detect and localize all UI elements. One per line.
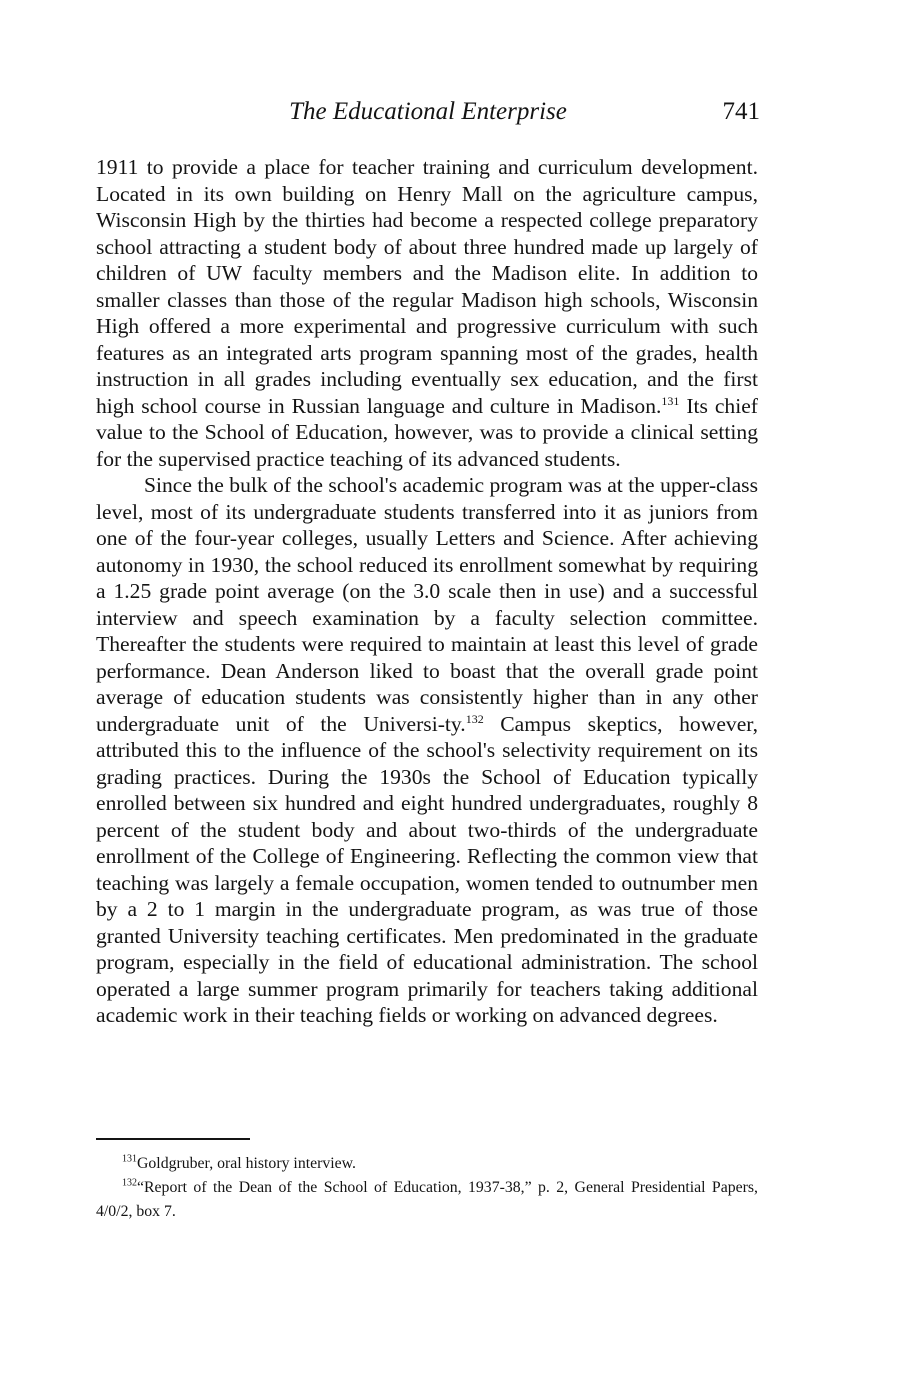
footnote-marker: 132 <box>122 1177 137 1189</box>
footnote-ref-131: 131 <box>661 393 680 408</box>
footnote-132 <box>96 1176 758 1224</box>
footnote-marker: 131 <box>122 1153 137 1165</box>
footnote-text: Goldgruber, oral history interview. <box>137 1155 357 1172</box>
body-text <box>96 154 758 1029</box>
paragraph-2-text: Since the bulk of the school's academic program was at the upper-class level, most of its undergraduate students transferred into it as juniors from one of the four-year colleges, usually Letters and Science. After achieving autonomy in 1930, the school reduced its enrollment somewhat by requiring a 1.25 grade point average (on the 3.0 scale then in use) and a successful interview and speech examination by a faculty selection committee. Thereafter the students were required to maintain at least this level of grade performance. Dean Anderson liked to boast that the overall grade point average of education students was consistently higher than in any other undergraduate unit of the Universi-ty. <box>96 473 758 736</box>
footnote-ref-132: 132 <box>465 711 484 726</box>
footnote-divider <box>96 1138 250 1140</box>
running-head <box>96 94 760 130</box>
paragraph-1-text: 1911 to provide a place for teacher training and curriculum development. Located in its own building on Henry Mall on the agriculture campus, Wisconsin High by the thirties had become a respected college preparatory school attracting a student body of about three hundred made up largely of children of UW faculty members and the Madison elite. In addition to smaller classes than those of the regular Madison high schools, Wisconsin High offered a more experimental and progressive curriculum with such features as an integrated arts program spanning most of the grades, health instruction in all grades including eventually sex education, and the first high school course in Russian language and culture in Madison. <box>96 155 758 418</box>
running-title: The Educational Enterprise <box>289 98 567 125</box>
paragraph-2-continuation: Campus skeptics, however, attributed this to the influence of the school's selectivity requirement on its grading practices. During the 1930s the School of Education typically enrolled between six hundred and eight hundred undergraduates, roughly 8 percent of the student body and about two-thirds of the undergraduate enrollment of the College of Engineering. Reflecting the common view that teaching was largely a female occupation, women tended to outnumber men by a 2 to 1 margin in the undergraduate program, as was true of those granted University teaching certificates. Men predominated in the graduate program, especially in the field of educational administration. The school operated a large summer program primarily for teachers taking additional academic work in their teaching fields or working on advanced degrees. <box>96 711 759 1027</box>
footnote-text: “Report of the Dean of the School of Education, 1937-38,” p. 2, General Presidential Papers, 4/0/2, box 7. <box>96 1179 758 1220</box>
paragraph-1 <box>96 154 758 472</box>
footnotes <box>96 1152 758 1224</box>
paragraph-2 <box>96 472 758 1029</box>
page-number: 741 <box>722 98 760 125</box>
paragraph-1-continuation: Its chief value to the School of Education, however, was to provide a clinical setting for the supervised practice teaching of its advanced students. <box>96 393 758 471</box>
footnote-131 <box>96 1152 758 1176</box>
